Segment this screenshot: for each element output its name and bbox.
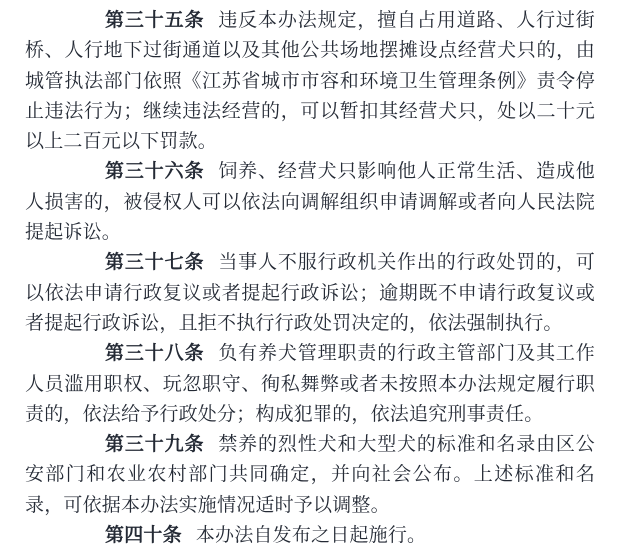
- article-paragraph: [25, 430, 595, 521]
- article-paragraph: [25, 6, 595, 157]
- article-number: 第三十五条: [105, 10, 205, 31]
- article-text: 禁养的烈性犬和大型犬的标准和名录由区公安部门和农业农村部门共同确定，并向社会公布。上述标准和名录，可依据本办法实施情况适时予以调整。: [25, 434, 595, 516]
- article-text: 当事人不服行政机关作出的行政处罚的，可以依法申请行政复议或者提起行政诉讼；逾期既不申请行政复议或者提起行政诉讼，且拒不执行行政处罚决定的，依法强制执行。: [25, 252, 595, 334]
- article-number: 第三十八条: [105, 343, 205, 365]
- articles-list: [25, 6, 595, 551]
- article-number: 第三十七条: [105, 252, 205, 274]
- article-paragraph: [25, 521, 595, 551]
- article-paragraph: [25, 339, 595, 430]
- article-text: 违反本办法规定，擅自占用道路、人行过街桥、人行地下过街通道以及其他公共场地摆摊设点经营犬只的，由城管执法部门依照《江苏省城市市容和环境卫生管理条例》责令停止违法行为；继续违法经营的，可以暂扣其经营犬只，处以二十元以上二百元以下罚款。: [25, 10, 595, 153]
- article-number: 第三十六条: [105, 161, 205, 183]
- article-paragraph: [25, 248, 595, 339]
- article-text: 负有养犬管理职责的行政主管部门及其工作人员滥用职权、玩忽职守、徇私舞弊或者未按照本办法规定履行职责的，依法给予行政处分；构成犯罪的，依法追究刑事责任。: [25, 343, 595, 425]
- article-text: 饲养、经营犬只影响他人正常生活、造成他人损害的，被侵权人可以依法向调解组织申请调解或者向人民法院提起诉讼。: [25, 161, 595, 244]
- article-paragraph: [25, 157, 595, 248]
- article-text: 本办法自发布之日起施行。: [195, 525, 427, 547]
- article-number: 第三十九条: [105, 434, 205, 456]
- article-number: 第四十条: [105, 525, 182, 547]
